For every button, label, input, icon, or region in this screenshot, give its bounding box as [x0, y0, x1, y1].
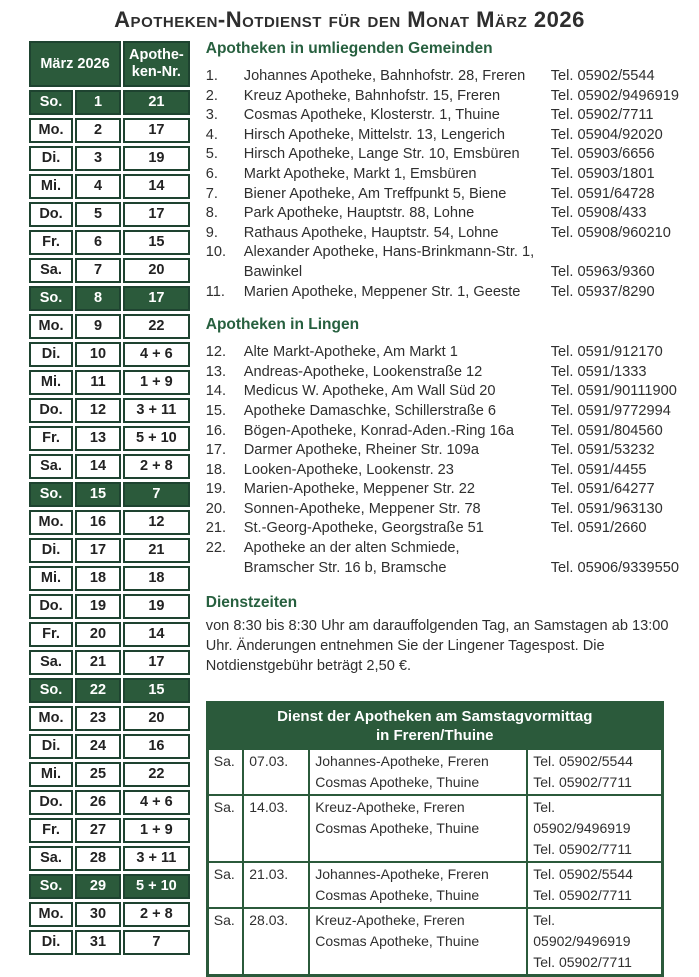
pharmacy-name-line: Looken-Apotheke, Lookenstr. 23 — [243, 461, 454, 478]
calendar-pharmacy-nr-cell: 12 — [123, 510, 190, 535]
pharmacy-list-item — [206, 204, 671, 224]
saturday-pharmacy-name: Cosmas Apotheke, Thuine — [315, 933, 480, 950]
calendar-pharmacy-nr-cell: 21 — [123, 90, 190, 115]
calendar-row — [29, 90, 190, 115]
pharmacy-list-item — [206, 343, 671, 363]
pharmacy-phone: Tel. 0591/9772994 — [550, 402, 671, 419]
pharmacy-name-line: Alte Markt-Apotheke, Am Markt 1 — [243, 344, 458, 361]
pharmacy-name — [244, 363, 551, 383]
calendar-row — [29, 174, 190, 199]
calendar-pharmacy-nr-cell: 2 + 8 — [123, 454, 190, 479]
calendar-pharmacy-nr-cell: 17 — [123, 118, 190, 143]
section-heading: Apotheken in umliegenden Gemeinden — [205, 40, 493, 57]
pharmacy-name-line: Rathaus Apotheke, Hauptstr. 54, Lohne — [243, 224, 499, 241]
pharmacy-item-number: 15. — [205, 402, 227, 419]
saturday-pharmacy-name: Johannes-Apotheke, Freren — [315, 866, 489, 883]
calendar-day-cell: Di. — [29, 342, 73, 367]
saturday-day-cell: Sa. — [207, 795, 243, 862]
calendar-row — [29, 118, 190, 143]
calendar-day-cell: Fr. — [29, 818, 73, 843]
pharmacy-name-line: Hirsch Apotheke, Lange Str. 10, Emsbüren — [243, 146, 520, 163]
calendar-day-cell: Mo. — [29, 706, 73, 731]
calendar-day-cell: Sa. — [29, 846, 73, 871]
section-lingen — [205, 316, 679, 578]
saturday-row — [207, 795, 662, 862]
pharmacy-list-item — [206, 363, 671, 383]
pharmacy-item-number: 2. — [205, 87, 218, 104]
calendar-date-cell: 14 — [75, 454, 121, 479]
pharmacy-list — [205, 343, 679, 578]
pharmacy-phone: Tel. 0591/1333 — [550, 363, 647, 380]
pharmacy-list-item — [206, 126, 671, 146]
calendar-day-cell: Mi. — [29, 566, 73, 591]
pharmacy-name — [244, 165, 551, 185]
pharmacy-list-item — [206, 283, 671, 303]
pharmacy-item-number: 6. — [205, 165, 218, 182]
calendar-row — [29, 622, 190, 647]
saturday-phones-cell — [527, 908, 662, 976]
calendar-row — [29, 258, 190, 283]
pharmacy-list — [205, 67, 679, 302]
calendar-day-cell: Mi. — [29, 762, 73, 787]
calendar-pharmacy-nr-cell: 15 — [123, 230, 190, 255]
calendar-date-cell: 16 — [75, 510, 121, 535]
pharmacy-item-number: 12. — [205, 344, 227, 361]
pharmacy-name — [244, 243, 551, 282]
calendar-pharmacy-nr-cell: 14 — [123, 174, 190, 199]
pharmacy-item-number: 14. — [205, 383, 227, 400]
calendar-day-cell: Sa. — [29, 650, 73, 675]
calendar-nr-header-line1: Apothe- — [129, 47, 184, 63]
calendar-date-cell: 29 — [75, 874, 121, 899]
calendar-day-cell: Mo. — [29, 314, 73, 339]
pharmacy-list-item — [206, 145, 671, 165]
main-columns — [0, 38, 699, 977]
pharmacy-name-line: Sonnen-Apotheke, Meppener Str. 78 — [243, 500, 481, 517]
pharmacy-name-line: Bögen-Apotheke, Konrad-Aden.-Ring 16a — [243, 422, 514, 439]
calendar-day-cell: Di. — [29, 538, 73, 563]
pharmacy-item-number: 21. — [205, 520, 227, 537]
calendar-day-cell: Do. — [29, 594, 73, 619]
calendar-date-cell: 9 — [75, 314, 121, 339]
calendar-row — [29, 230, 190, 255]
saturday-pharmacy-phone: Tel. 05902/7711 — [533, 954, 632, 971]
saturday-pharmacies-cell — [309, 795, 527, 862]
calendar-row — [29, 762, 190, 787]
saturday-service-table — [206, 701, 664, 977]
calendar-date-cell: 17 — [75, 538, 121, 563]
calendar-pharmacy-nr-cell: 7 — [123, 930, 190, 955]
calendar-nr-header — [123, 41, 190, 87]
calendar-pharmacy-nr-cell: 21 — [123, 538, 190, 563]
page-title: Apotheken-Notdienst für den Monat März 2026 — [114, 7, 585, 32]
saturday-date-cell: 28.03. — [243, 908, 309, 976]
calendar-pharmacy-nr-cell: 3 + 11 — [123, 398, 190, 423]
pharmacy-list-item — [205, 87, 679, 107]
calendar-pharmacy-nr-cell: 4 + 6 — [123, 790, 190, 815]
calendar-date-cell: 18 — [75, 566, 121, 591]
pharmacy-phone: Tel. 05903/1801 — [550, 165, 655, 182]
calendar-row — [29, 538, 190, 563]
pharmacy-name — [244, 441, 551, 461]
pharmacy-item-number: 19. — [205, 481, 227, 498]
saturday-date-cell: 21.03. — [243, 862, 309, 908]
calendar-date-cell: 19 — [75, 594, 121, 619]
pharmacy-item-number: 22. — [205, 540, 227, 557]
calendar-row — [29, 650, 190, 675]
pharmacy-phone: Tel. 0591/64728 — [550, 185, 655, 202]
pharmacy-phone: Tel. 0591/64277 — [550, 481, 655, 498]
calendar-row — [29, 426, 190, 451]
pharmacy-item-number: 13. — [205, 363, 227, 380]
calendar-date-cell: 3 — [75, 146, 121, 171]
saturday-row — [207, 749, 662, 795]
pharmacy-item-number: 3. — [205, 107, 218, 124]
calendar-day-cell: Mo. — [29, 902, 73, 927]
pharmacy-name — [244, 382, 551, 402]
right-column — [205, 38, 679, 977]
calendar-date-cell: 12 — [75, 398, 121, 423]
calendar-date-cell: 27 — [75, 818, 121, 843]
pharmacy-phone: Tel. 05908/960210 — [550, 224, 671, 241]
pharmacy-list-item — [206, 461, 671, 481]
calendar-day-cell: So. — [29, 482, 73, 507]
pharmacy-list-item — [206, 106, 671, 126]
pharmacy-item-number: 1. — [205, 68, 218, 84]
pharmacy-name — [244, 422, 551, 442]
calendar-pharmacy-nr-cell: 20 — [123, 258, 190, 283]
calendar-pharmacy-nr-cell: 5 + 10 — [123, 874, 190, 899]
pharmacy-phone: Tel. 0591/804560 — [550, 422, 663, 439]
saturday-row — [207, 908, 662, 976]
calendar-row — [29, 930, 190, 955]
pharmacy-name-line: Johannes Apotheke, Bahnhofstr. 28, Freren — [243, 68, 526, 84]
calendar-day-cell: Do. — [29, 398, 73, 423]
calendar-date-cell: 2 — [75, 118, 121, 143]
saturday-table-title — [207, 703, 662, 750]
pharmacy-item-number: 11. — [205, 283, 225, 300]
calendar-date-cell: 21 — [75, 650, 121, 675]
pharmacy-phone: Tel. 0591/53232 — [550, 442, 655, 459]
calendar-day-cell: Mo. — [29, 510, 73, 535]
pharmacy-name-line: Cosmas Apotheke, Klosterstr. 1, Thuine — [243, 107, 500, 124]
pharmacy-name — [244, 224, 551, 244]
saturday-pharmacy-name: Cosmas Apotheke, Thuine — [315, 820, 480, 837]
calendar-row — [29, 818, 190, 843]
saturday-pharmacy-phone: Tel. 05902/7711 — [533, 774, 632, 791]
calendar-date-cell: 25 — [75, 762, 121, 787]
pharmacy-name-line: Medicus W. Apotheke, Am Wall Süd 20 — [243, 383, 496, 400]
pharmacy-name-line: Bawinkel — [243, 263, 303, 280]
calendar-pharmacy-nr-cell: 3 + 11 — [123, 846, 190, 871]
saturday-pharmacies-cell — [309, 908, 527, 976]
calendar-date-cell: 13 — [75, 426, 121, 451]
pharmacy-list-item — [205, 382, 677, 402]
calendar-row — [29, 314, 190, 339]
calendar-date-cell: 7 — [75, 258, 121, 283]
pharmacy-name — [244, 126, 551, 146]
calendar-date-cell: 24 — [75, 734, 121, 759]
pharmacy-name-line: Alexander Apotheke, Hans-Brinkmann-Str. 1, — [243, 244, 535, 261]
pharmacy-name-line: Park Apotheke, Hauptstr. 88, Lohne — [243, 205, 475, 222]
saturday-table-header-row — [207, 703, 662, 750]
calendar-day-cell: So. — [29, 874, 73, 899]
calendar-date-cell: 15 — [75, 482, 121, 507]
calendar-pharmacy-nr-cell: 2 + 8 — [123, 902, 190, 927]
calendar-day-cell: Mo. — [29, 118, 73, 143]
calendar-day-cell: So. — [29, 90, 73, 115]
saturday-day-cell: Sa. — [207, 908, 243, 976]
calendar-table — [27, 38, 192, 958]
calendar-pharmacy-nr-cell: 22 — [123, 762, 190, 787]
pharmacy-phone: Tel. 0591/90111900 — [550, 383, 677, 400]
calendar-pharmacy-nr-cell: 20 — [123, 706, 190, 731]
calendar-pharmacy-nr-cell: 17 — [123, 202, 190, 227]
pharmacy-name-line: Marien Apotheke, Meppener Str. 1, Geeste — [243, 283, 521, 300]
calendar-row — [29, 846, 190, 871]
section-surrounding-communities — [205, 40, 679, 302]
calendar-date-cell: 31 — [75, 930, 121, 955]
calendar-day-cell: Sa. — [29, 454, 73, 479]
saturday-pharmacy-phone: Tel. 05902/5544 — [533, 753, 633, 770]
saturday-row — [207, 862, 662, 908]
pharmacy-item-number: 7. — [205, 185, 218, 202]
pharmacy-name — [244, 145, 551, 165]
calendar-row — [29, 566, 190, 591]
calendar-row — [29, 146, 190, 171]
pharmacy-list-item — [206, 185, 671, 205]
pharmacy-phone: Tel. 05903/6656 — [550, 146, 655, 163]
pharmacy-name — [244, 204, 551, 224]
pharmacy-name-line: Marien-Apotheke, Meppener Str. 22 — [243, 481, 475, 498]
calendar-pharmacy-nr-cell: 19 — [123, 594, 190, 619]
pharmacy-name — [244, 283, 551, 303]
pharmacy-list-item — [206, 402, 671, 422]
pharmacy-list-item — [206, 500, 671, 520]
pharmacy-name — [244, 106, 551, 126]
pharmacy-list-item — [205, 539, 679, 578]
calendar-row — [29, 594, 190, 619]
pharmacy-name — [244, 480, 551, 500]
saturday-pharmacies-cell — [309, 749, 527, 795]
pharmacy-phone: Tel. 0591/4455 — [550, 461, 647, 478]
saturday-phones-cell — [527, 749, 662, 795]
calendar-pharmacy-nr-cell: 4 + 6 — [123, 342, 190, 367]
calendar-date-cell: 4 — [75, 174, 121, 199]
saturday-table-title-line2: in Freren/Thuine — [376, 727, 494, 745]
calendar-pharmacy-nr-cell: 14 — [123, 622, 190, 647]
pharmacy-name — [244, 67, 551, 87]
saturday-pharmacy-phone: Tel. 05902/5544 — [533, 866, 633, 883]
calendar-date-cell: 26 — [75, 790, 121, 815]
pharmacy-name — [244, 500, 551, 520]
calendar-date-cell: 28 — [75, 846, 121, 871]
calendar-date-cell: 30 — [75, 902, 121, 927]
pharmacy-name-line: Hirsch Apotheke, Mittelstr. 13, Lengerich — [243, 126, 505, 143]
pharmacy-item-number: 8. — [205, 205, 218, 222]
pharmacy-phone: Tel. 0591/2660 — [550, 520, 647, 537]
pharmacy-phone: Tel. 05908/433 — [550, 205, 647, 222]
calendar-day-cell: Di. — [29, 734, 73, 759]
calendar-pharmacy-nr-cell: 19 — [123, 146, 190, 171]
pharmacy-name-line: Biener Apotheke, Am Treffpunkt 5, Biene — [243, 185, 507, 202]
pharmacy-name — [244, 343, 551, 363]
calendar-pharmacy-nr-cell: 17 — [123, 286, 190, 311]
pharmacy-name-line: St.-Georg-Apotheke, Georgstraße 51 — [243, 520, 484, 537]
saturday-pharmacy-name: Kreuz-Apotheke, Freren — [315, 912, 465, 929]
calendar-row — [29, 398, 190, 423]
pharmacy-item-number: 5. — [205, 146, 218, 163]
calendar-row — [29, 790, 190, 815]
saturday-pharmacy-name: Cosmas Apotheke, Thuine — [315, 774, 480, 791]
calendar-row — [29, 678, 190, 703]
calendar-row — [29, 874, 190, 899]
calendar-row — [29, 706, 190, 731]
pharmacy-item-number: 16. — [205, 422, 227, 439]
pharmacy-phone: Tel. 05902/7711 — [550, 107, 654, 124]
saturday-day-cell: Sa. — [207, 749, 243, 795]
saturday-pharmacy-phone: Tel. 05902/9496919 — [533, 912, 631, 950]
pharmacy-phone: Tel. 05937/8290 — [550, 283, 655, 300]
calendar-day-cell: Di. — [29, 146, 73, 171]
calendar-day-cell: Mi. — [29, 370, 73, 395]
service-hours-text: von 8:30 bis 8:30 Uhr am darauffolgenden Tag, an Samstagen ab 13:00 Uhr. Änderungen entnehmen Sie der Lingener Tagespost. Die Notdienstgebühr beträgt 2,50 €. — [205, 618, 669, 675]
calendar-row — [29, 902, 190, 927]
pharmacy-list-item — [206, 422, 671, 442]
pharmacy-name — [244, 87, 551, 107]
saturday-pharmacies-cell — [309, 862, 527, 908]
calendar-header-row — [29, 41, 190, 87]
pharmacy-name — [244, 185, 551, 205]
calendar-pharmacy-nr-cell: 16 — [123, 734, 190, 759]
saturday-pharmacy-name: Kreuz-Apotheke, Freren — [315, 799, 465, 816]
calendar-day-cell: Do. — [29, 202, 73, 227]
calendar-date-cell: 10 — [75, 342, 121, 367]
pharmacy-list-item — [206, 480, 671, 500]
calendar-pharmacy-nr-cell: 1 + 9 — [123, 370, 190, 395]
calendar-row — [29, 286, 190, 311]
pharmacy-name-line: Darmer Apotheke, Rheiner Str. 109a — [243, 442, 480, 459]
calendar-row — [29, 342, 190, 367]
section-heading: Apotheken in Lingen — [205, 316, 360, 334]
pharmacy-list-item — [206, 224, 671, 244]
calendar-nr-header-line2: ken-Nr. — [131, 64, 181, 80]
pharmacy-item-number: 17. — [205, 442, 227, 459]
calendar-day-cell: So. — [29, 678, 73, 703]
pharmacy-name-line: Apotheke Damaschke, Schillerstraße 6 — [243, 402, 497, 419]
pharmacy-item-number: 4. — [205, 126, 218, 143]
calendar-day-cell: Do. — [29, 790, 73, 815]
pharmacy-phone: Tel. 0591/963130 — [550, 500, 663, 517]
service-hours-heading: Dienstzeiten — [205, 594, 298, 612]
saturday-phones-cell — [527, 862, 662, 908]
calendar-row — [29, 510, 190, 535]
pharmacy-name-line: Kreuz Apotheke, Bahnhofstr. 15, Freren — [243, 87, 501, 104]
pharmacy-item-number: 18. — [205, 461, 227, 478]
calendar-date-cell: 5 — [75, 202, 121, 227]
calendar-date-cell: 8 — [75, 286, 121, 311]
pharmacy-phone: Tel. 05904/92020 — [550, 126, 663, 143]
pharmacy-item-number: 9. — [205, 224, 218, 241]
pharmacy-name-line: Apotheke an der alten Schmiede, — [243, 540, 460, 557]
calendar-row — [29, 370, 190, 395]
pharmacy-item-number: 20. — [205, 500, 227, 517]
calendar-date-cell: 23 — [75, 706, 121, 731]
calendar-date-cell: 20 — [75, 622, 121, 647]
calendar-row — [29, 454, 190, 479]
saturday-table-title-line1: Dienst der Apotheken am Samstagvormittag — [277, 708, 593, 726]
pharmacy-name-line: Markt Apotheke, Markt 1, Emsbüren — [243, 165, 477, 182]
calendar-day-cell: Sa. — [29, 258, 73, 283]
saturday-date-cell: 14.03. — [243, 795, 309, 862]
calendar-row — [29, 202, 190, 227]
calendar-day-cell: Fr. — [29, 230, 73, 255]
pharmacy-name — [244, 461, 551, 481]
saturday-pharmacy-phone: Tel. 05902/7711 — [533, 841, 632, 858]
calendar-pharmacy-nr-cell: 1 + 9 — [123, 818, 190, 843]
section-service-hours — [206, 594, 671, 676]
calendar-date-cell: 1 — [75, 90, 121, 115]
calendar-pharmacy-nr-cell: 17 — [123, 650, 190, 675]
pharmacy-phone: Tel. 05902/5544 — [550, 68, 655, 84]
calendar-pharmacy-nr-cell: 5 + 10 — [123, 426, 190, 451]
calendar-day-cell: Fr. — [29, 622, 73, 647]
pharmacy-phone: Tel. 05963/9360 — [550, 263, 655, 280]
saturday-pharmacy-name: Johannes-Apotheke, Freren — [315, 753, 489, 770]
calendar-day-cell: So. — [29, 286, 73, 311]
calendar-date-cell: 22 — [75, 678, 121, 703]
saturday-day-cell: Sa. — [207, 862, 243, 908]
calendar-day-cell: Di. — [29, 930, 73, 955]
pharmacy-item-number: 10. — [205, 244, 227, 261]
saturday-pharmacy-phone: Tel. 05902/7711 — [533, 887, 632, 904]
calendar-pharmacy-nr-cell: 7 — [123, 482, 190, 507]
calendar-row — [29, 734, 190, 759]
saturday-pharmacy-name: Cosmas Apotheke, Thuine — [315, 887, 480, 904]
pharmacy-list-item — [206, 67, 671, 87]
pharmacy-phone: Tel. 05906/9339550 — [550, 559, 679, 576]
pharmacy-name — [244, 519, 551, 539]
pharmacy-name — [244, 539, 551, 578]
pharmacy-list-item — [206, 165, 671, 185]
calendar-month-header: März 2026 — [29, 41, 121, 87]
pharmacy-list-item — [206, 243, 671, 282]
calendar-pharmacy-nr-cell: 15 — [123, 678, 190, 703]
pharmacy-phone: Tel. 05902/9496919 — [550, 87, 679, 104]
calendar-day-cell: Mi. — [29, 174, 73, 199]
pharmacy-name-line: Andreas-Apotheke, Lookenstraße 12 — [243, 363, 483, 380]
saturday-phones-cell — [527, 795, 662, 862]
pharmacy-phone: Tel. 0591/912170 — [550, 344, 663, 361]
calendar-pharmacy-nr-cell: 18 — [123, 566, 190, 591]
calendar-day-cell: Fr. — [29, 426, 73, 451]
pharmacy-list-item — [206, 441, 671, 461]
pharmacy-name-line: Bramscher Str. 16 b, Bramsche — [243, 559, 447, 576]
calendar-date-cell: 11 — [75, 370, 121, 395]
calendar-row — [29, 482, 190, 507]
calendar-date-cell: 6 — [75, 230, 121, 255]
calendar-pharmacy-nr-cell: 22 — [123, 314, 190, 339]
pharmacy-name — [244, 402, 551, 422]
saturday-date-cell: 07.03. — [243, 749, 309, 795]
pharmacy-list-item — [206, 519, 671, 539]
saturday-pharmacy-phone: Tel. 05902/9496919 — [533, 799, 631, 837]
